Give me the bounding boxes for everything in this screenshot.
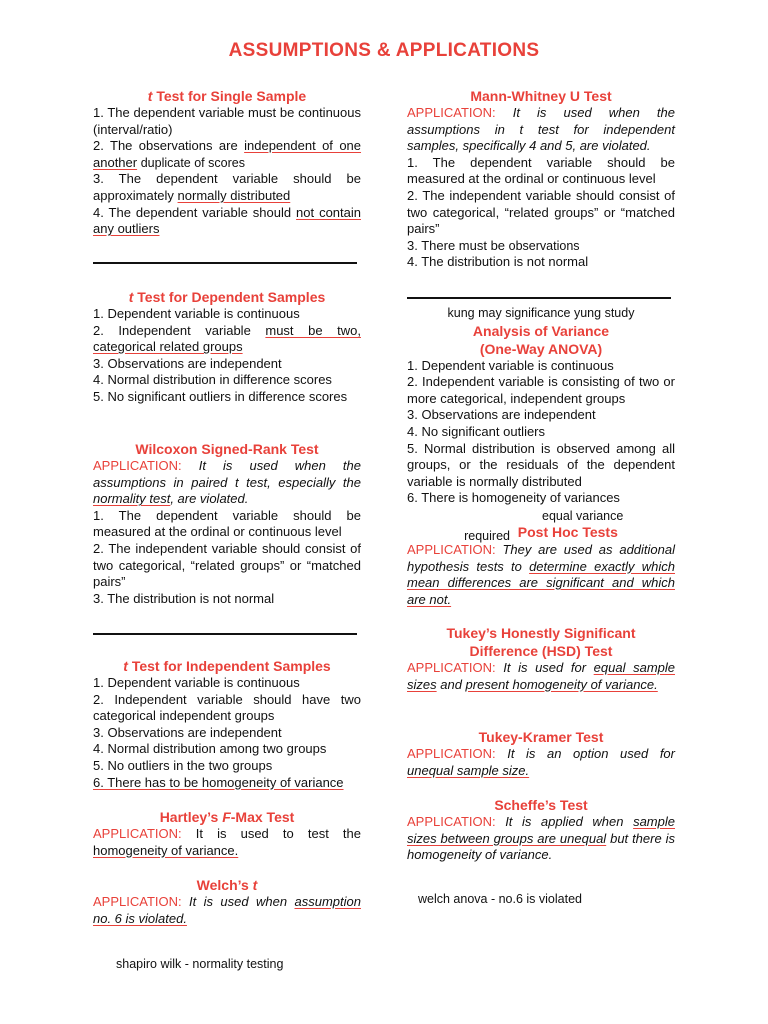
item-3-underlined: normally distributed [177, 187, 291, 203]
item-5: 5. Normal distribution is observed among all groups, or the residuals of the dependent variable is normally distributed [407, 440, 675, 489]
handwritten-note-required: required [464, 529, 510, 543]
item-2: 2. The independent variable should consist of two categorical, “related groups” or “matched pairs” [93, 540, 361, 590]
section-mann-whitney [407, 87, 675, 271]
application [407, 542, 675, 608]
application [407, 746, 675, 779]
application-text: It is used when the assumptions in t test for independent samples, specifically 4 and 5, are violated. [407, 105, 675, 154]
item-3: 3. Observations are independent [93, 355, 282, 371]
application-underlined: sample sizes between groups are unequal [407, 814, 675, 846]
heading-welch [93, 876, 361, 894]
item-2-underlined: must be two, categorical related groups [93, 322, 361, 355]
item-2 [93, 323, 361, 356]
heading-rest: Test for Independent Samples [127, 658, 331, 674]
heading-anova: Analysis of Variance [472, 322, 610, 339]
item-4: 4. Normal distribution among two groups [93, 741, 327, 757]
item-1: 1. The dependent variable should be measured at the ordinal or continuous level [407, 154, 675, 187]
heading-anova-sub: (One-Way ANOVA) [479, 340, 603, 357]
heading-tukey-hsd-sub: Difference (HSD) Test [469, 643, 613, 659]
item-3: 3. Observations are independent [407, 407, 596, 423]
heading-t: t [147, 88, 153, 104]
application-underlined: normality test [93, 491, 171, 507]
divider [407, 297, 671, 299]
item-4-text: 4. The dependent variable should [93, 204, 297, 220]
heading-post-hoc [407, 523, 675, 542]
application-text: It is used to test the [181, 826, 361, 841]
item-2: 2. Independent variable is consisting of two or more categorical, independent groups [407, 374, 675, 406]
heading-single-sample [93, 87, 361, 105]
item-3-text: 3. The dependent variable should be approximately [93, 171, 361, 203]
handwritten-note-equal-variance: equal variance [542, 509, 624, 523]
section-wilcoxon [93, 440, 361, 607]
section-single-sample [93, 87, 361, 238]
application [407, 814, 675, 864]
section-welch [93, 876, 361, 927]
application-label: APPLICATION: [93, 894, 182, 909]
application-text: It is used for [495, 660, 594, 675]
item-3 [93, 171, 361, 204]
handwritten-note-significance: kung may significance yung study [447, 306, 635, 320]
application-text: It is used when the assumptions in paired t test, especially the [93, 458, 361, 490]
application-text: It is used when [181, 894, 295, 909]
application-label: APPLICATION: [407, 660, 496, 675]
heading-f: F [222, 809, 231, 825]
item-4: 4. The distribution is not normal [407, 254, 589, 270]
section-tukey-hsd [407, 624, 675, 693]
heading-t: t [123, 658, 128, 674]
heading-mann-whitney: Mann-Whitney U Test [470, 88, 612, 104]
application-label: APPLICATION: [407, 814, 496, 829]
application-label: APPLICATION: [407, 105, 496, 120]
section-independent-samples [93, 657, 361, 791]
item-1: 1. Dependent variable is continuous [93, 306, 300, 321]
application-underlined: determine exactly which mean differences are significant and which are not. [407, 558, 675, 607]
application-label: APPLICATION: [407, 542, 496, 557]
application-text: They are used as additional hypothesis tests to [407, 542, 675, 574]
divider [93, 262, 357, 264]
item-1: 1. The dependent variable should be measured at the ordinal or continuous level [93, 507, 361, 540]
item-4: 4. No significant outliers [407, 423, 546, 439]
heading-hartley [93, 808, 361, 826]
heading-text-end: -Max Test [230, 809, 295, 825]
application-label: APPLICATION: [93, 826, 182, 841]
heading-tukey-hsd: Tukey’s Honestly Significant [446, 625, 636, 641]
item-1: 1. Dependent variable is continuous [407, 357, 614, 373]
item-4 [93, 205, 361, 238]
application [93, 894, 361, 927]
item-3-text: 3. There must be [407, 237, 509, 253]
application-label: APPLICATION: [407, 746, 496, 761]
item-1: 1. The dependent variable must be continuous (interval/ratio) [93, 105, 361, 137]
application-underlined: homogeneity of variance. [93, 842, 239, 858]
item-2-underlined: independent of one another [93, 138, 362, 170]
application-underlined: unequal sample size. [407, 762, 530, 778]
item-3: 3. Observations are independent [93, 724, 282, 740]
divider [93, 633, 357, 635]
handwritten-note: observations [508, 238, 580, 253]
handwritten-note-welch-anova: welch anova - no.6 is violated [418, 892, 582, 906]
item-2-text: 2. The observations are [93, 138, 245, 154]
application-underlined: assumption no. 6 is violated. [93, 894, 361, 926]
heading-text: Hartley’s [159, 809, 223, 825]
application-text-mid: and [436, 676, 466, 692]
section-tukey-kramer [407, 728, 675, 779]
item-2-text: 2. Independent variable [93, 322, 266, 338]
page-title: ASSUMPTIONS & APPLICATIONS [228, 40, 540, 61]
heading-t: t [128, 289, 134, 305]
heading-scheffe: Scheffe’s Test [494, 797, 588, 813]
heading-t: t [252, 877, 258, 893]
section-dependent-samples [93, 288, 361, 406]
section-hartley [93, 808, 361, 859]
heading-independent-samples [93, 657, 361, 675]
item-3 [407, 238, 675, 255]
item-2: 2. The independent variable should consist of two categorical, “related groups” or “matched pairs” [407, 187, 675, 237]
heading-text: Post Hoc Tests [517, 524, 618, 540]
application [407, 660, 675, 693]
application [407, 105, 675, 155]
handwritten-note-shapiro: shapiro wilk - normality testing [116, 957, 284, 971]
application-underlined-2: present homogeneity of variance. [465, 676, 658, 692]
section-anova [407, 305, 675, 507]
item-2: 2. Independent variable should have two categorical independent groups [93, 691, 361, 724]
item-6: 6. There is homogeneity of variances [407, 490, 620, 506]
application-text: It is applied when [495, 814, 634, 829]
application [93, 458, 361, 508]
application [93, 826, 361, 859]
heading-wilcoxon: Wilcoxon Signed-Rank Test [135, 441, 319, 457]
handwritten-note: duplicate of scores [140, 155, 245, 170]
heading-tukey-kramer: Tukey-Kramer Test [478, 729, 604, 745]
heading-dependent-samples [93, 288, 361, 306]
item-5: 5. No significant outliers in difference scores [93, 388, 348, 404]
heading-rest: Test for Dependent Samples [133, 289, 326, 305]
section-scheffe [407, 796, 675, 864]
item-6 [93, 775, 361, 792]
application-underlined-1: equal sample sizes [407, 660, 675, 692]
heading-text: Welch’s [196, 877, 253, 893]
item-6-underlined: 6. There has to be homogeneity of variance [93, 774, 344, 790]
item-4: 4. Normal distribution in difference scores [93, 372, 332, 388]
application-text-end: but there is homogeneity of variance. [407, 830, 675, 863]
item-2 [93, 138, 361, 171]
heading-rest: Test for Single Sample [152, 88, 307, 104]
application-text: It is an option used for [495, 746, 675, 761]
application-text-end: , are violated. [170, 491, 249, 507]
item-3: 3. The distribution is not normal [93, 590, 275, 606]
item-5: 5. No outliers in the two groups [93, 757, 273, 773]
item-4-underlined: not contain any outliers [93, 204, 361, 237]
item-1: 1. Dependent variable is continuous [93, 675, 300, 690]
section-post-hoc [407, 523, 675, 608]
application-label: APPLICATION: [93, 458, 182, 473]
